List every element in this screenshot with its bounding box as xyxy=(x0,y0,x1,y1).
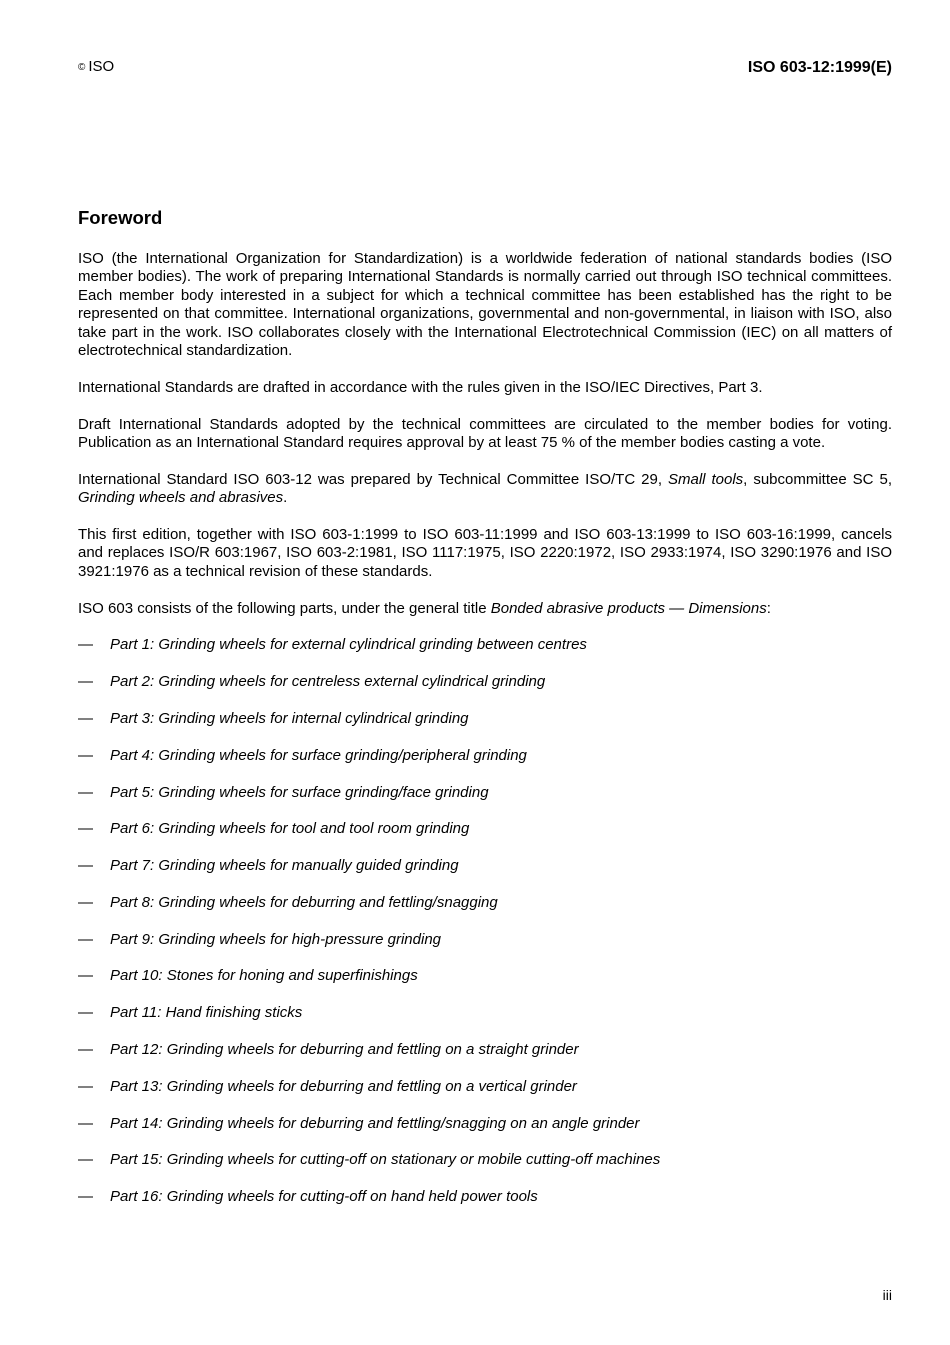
part-title: Part 10: Stones for honing and superfinishings xyxy=(110,967,418,985)
list-item xyxy=(78,820,892,838)
list-item xyxy=(78,1078,892,1096)
list-item xyxy=(78,1188,892,1206)
list-item xyxy=(78,1004,892,1022)
part-title: Part 14: Grinding wheels for deburring and fettling/snagging on an angle grinder xyxy=(110,1114,640,1132)
part-title: Part 11: Hand finishing sticks xyxy=(110,1004,303,1022)
paragraph-parts-intro xyxy=(78,600,892,618)
subcommittee-name: Grinding wheels and abrasives xyxy=(78,489,284,507)
list-item xyxy=(78,894,892,912)
text: International Standard ISO 603-12 was prepared by Technical Committee ISO/TC 29, xyxy=(78,470,668,488)
part-title: Part 15: Grinding wheels for cutting-off on stationary or mobile cutting-off machines xyxy=(110,1151,661,1169)
list-item xyxy=(78,710,892,728)
text: . xyxy=(283,489,288,507)
list-item xyxy=(78,747,892,765)
dash-bullet: — xyxy=(78,857,93,875)
list-item xyxy=(78,1151,892,1169)
paragraph-directives: International Standards are drafted in accordance with the rules given in the ISO/IEC Directives, Part 3. xyxy=(78,378,763,396)
part-title: Part 13: Grinding wheels for deburring and fettling on a vertical grinder xyxy=(110,1077,577,1095)
dash-bullet: — xyxy=(78,636,93,654)
list-item xyxy=(78,1115,892,1133)
dash-bullet: — xyxy=(78,1151,93,1169)
foreword-body xyxy=(78,250,892,1225)
dash-bullet: — xyxy=(78,1077,93,1095)
committee-name: Small tools xyxy=(667,470,744,488)
document-id: ISO 603-12:1999(E) xyxy=(747,59,892,76)
paragraph-edition: This first edition, together with ISO 603-1:1999 to ISO 603-11:1999 and ISO 603-13:1999 to ISO 603-16:1999, cancels and replaces ISO/R 603:1967, ISO 603-2:1981, ISO 1117:1975, ISO 2220:1972, ISO 2933:1974, ISO 3290:1976 and ISO 3921:1976 as a technical revision of these standards. xyxy=(78,526,892,580)
dash-bullet: — xyxy=(78,1114,93,1132)
dash-bullet: — xyxy=(78,1188,93,1206)
part-title: Part 4: Grinding wheels for surface grinding/peripheral grinding xyxy=(110,746,527,764)
dash-bullet: — xyxy=(78,820,93,838)
part-title: Part 6: Grinding wheels for tool and tool room grinding xyxy=(110,820,470,838)
paragraph-iso-intro: ISO (the International Organization for Standardization) is a worldwide federation of national standards bodies (ISO member bodies). The work of preparing International Standards is normally carried out through ISO technical committees. Each member body interested in a subject for which a technical committee has been established has the right to be represented on that committee. International organizations, governmental and non-governmental, in liaison with ISO, also take part in the work. ISO collaborates closely with the International Electrotechnical Commission (IEC) on all matters of electrotechnical standardization. xyxy=(78,250,892,360)
dash-bullet: — xyxy=(78,783,93,801)
copyright-owner: ISO xyxy=(88,58,115,75)
text: , subcommittee SC 5, xyxy=(743,470,893,488)
paragraph-prepared-by xyxy=(78,471,892,508)
general-title: Bonded abrasive products — Dimensions xyxy=(490,599,767,617)
part-title: Part 1: Grinding wheels for external cylindrical grinding between centres xyxy=(110,636,587,654)
dash-bullet: — xyxy=(78,893,93,911)
part-title: Part 8: Grinding wheels for deburring and fettling/snagging xyxy=(110,893,498,911)
text: : xyxy=(766,599,771,617)
list-item xyxy=(78,931,892,949)
part-title: Part 5: Grinding wheels for surface grinding/face grinding xyxy=(110,783,489,801)
parts-list xyxy=(78,636,892,1206)
paragraph-draft-standards: Draft International Standards adopted by the technical committees are circulated to the member bodies for voting. Publication as an International Standard requires approval by at least 75 % of the member bodies casting a vote. xyxy=(78,415,892,452)
list-item xyxy=(78,1041,892,1059)
dash-bullet: — xyxy=(78,746,93,764)
part-title: Part 16: Grinding wheels for cutting-off on hand held power tools xyxy=(110,1188,538,1206)
copyright-symbol: © xyxy=(78,62,86,73)
part-title: Part 9: Grinding wheels for high-pressure grinding xyxy=(110,930,442,948)
section-title: Foreword xyxy=(78,207,163,228)
dash-bullet: — xyxy=(78,710,93,727)
part-title: Part 12: Grinding wheels for deburring and fettling on a straight grinder xyxy=(110,1041,579,1059)
dash-bullet: — xyxy=(78,1041,93,1059)
part-title: Part 2: Grinding wheels for centreless external cylindrical grinding xyxy=(110,673,546,691)
list-item xyxy=(78,784,892,802)
text: ISO 603 consists of the following parts, under the general title xyxy=(78,599,491,617)
dash-bullet: — xyxy=(78,930,93,948)
dash-bullet: — xyxy=(78,1004,93,1022)
page-number: iii xyxy=(882,1287,892,1303)
list-item xyxy=(78,636,892,654)
part-title: Part 7: Grinding wheels for manually guided grinding xyxy=(110,857,459,875)
list-item xyxy=(78,967,892,985)
list-item xyxy=(78,857,892,875)
dash-bullet: — xyxy=(78,967,93,985)
list-item xyxy=(78,673,892,691)
copyright-header xyxy=(78,58,114,75)
part-title: Part 3: Grinding wheels for internal cylindrical grinding xyxy=(110,710,469,727)
dash-bullet: — xyxy=(78,673,93,691)
